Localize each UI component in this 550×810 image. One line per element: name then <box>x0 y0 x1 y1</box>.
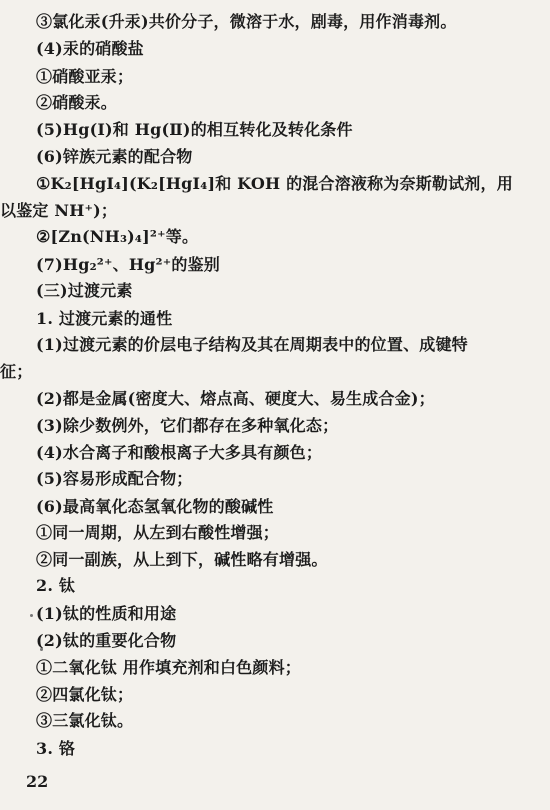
text-line: (2)钛的重要化合物 <box>36 631 177 650</box>
text-line: (1)过渡元素的价层电子结构及其在周期表中的位置、成键特 <box>36 335 468 354</box>
page-number: 22 <box>26 772 49 791</box>
text-line: ②同一副族，从上到下，碱性略有增强。 <box>36 550 328 569</box>
text-line: (5)Hg(Ⅰ)和 Hg(Ⅱ)的相互转化及转化条件 <box>36 120 353 139</box>
text-line: (6)最高氧化态氢氧化物的酸碱性 <box>36 497 274 516</box>
text-line: ①二氧化钛 用作填充剂和白色颜料； <box>36 658 301 677</box>
text-line: ②四氯化钛； <box>36 685 134 704</box>
text-line: ③三氯化钛。 <box>36 711 134 730</box>
text-line: ②[Zn(NH₃)₄]²⁺等。 <box>36 227 199 246</box>
text-line: (1)钛的性质和用途 <box>36 604 177 623</box>
text-line: ③氯化汞(升汞)共价分子，微溶于水，剧毒，用作消毒剂。 <box>36 12 457 31</box>
text-line: ②硝酸汞。 <box>36 93 118 112</box>
text-line: ①同一周期，从左到右酸性增强； <box>36 523 280 542</box>
text-line: (4)水合离子和酸根离子大多具有颜色； <box>36 443 323 462</box>
text-line: ①硝酸亚汞； <box>36 67 134 86</box>
text-line: (6)锌族元素的配合物 <box>36 147 193 166</box>
text-line: 以鉴定 NH⁺)； <box>0 201 118 220</box>
text-line: 2. 钛 <box>36 576 76 595</box>
text-line: (三)过渡元素 <box>36 281 133 300</box>
text-line: (5)容易形成配合物； <box>36 469 193 488</box>
text-line: 1. 过渡元素的通性 <box>36 309 173 328</box>
text-line: (2)都是金属(密度大、熔点高、硬度大、易生成合金)； <box>36 389 435 408</box>
text-line: (7)Hg₂²⁺、Hg²⁺的鉴别 <box>36 255 220 274</box>
text-line: 征； <box>0 362 33 381</box>
text-line: 3. 铬 <box>36 739 76 758</box>
text-line: ①K₂[HgI₄](K₂[HgI₄]和 KOH 的混合溶液称为奈斯勒试剂，用 <box>36 174 513 193</box>
text-line: (4)汞的硝酸盐 <box>36 39 144 58</box>
text-line: (3)除少数例外，它们都存在多种氧化态； <box>36 416 339 435</box>
